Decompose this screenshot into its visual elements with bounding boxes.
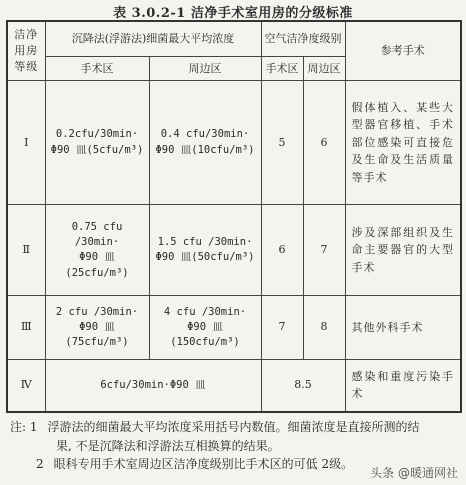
per-line1: 4 cfu /30min· [163, 305, 247, 318]
air-op: 6 [261, 205, 303, 296]
header-peripheral-air: 周边区 [303, 57, 345, 80]
row-level: Ⅱ [7, 205, 45, 296]
reference-surgery: 涉及深部组织及生命主要器官的大型手术 [345, 205, 461, 296]
per-line2: Φ90 皿(150cfu/m³) [170, 320, 240, 349]
per-line1: 0.4 cfu/30min· [160, 128, 250, 141]
table-row [7, 296, 461, 359]
row-level: Ⅰ [7, 80, 45, 205]
header-sedimentation: 沉降法(浮游法)细菌最大平均浓度 [45, 21, 261, 57]
header-level: 洁净用房等级 [7, 21, 45, 80]
merged-concentration: 6cfu/30min·Φ90 皿 [45, 359, 261, 412]
table-row [7, 80, 461, 205]
watermark-text: 头条 @暖通网社 [370, 466, 458, 480]
op-line2: Φ90 皿(5cfu/m³) [50, 143, 144, 156]
op-line2: Φ90 皿(25cfu/m³) [65, 251, 129, 279]
note-1-line2: 果, 不是沉降法和浮游法互相换算的结果。 [56, 438, 280, 453]
cleanroom-grading-table [6, 20, 462, 413]
note-1-cont [10, 437, 460, 456]
per-line2: Φ90 皿(10cfu/m³) [155, 143, 255, 156]
row-level: Ⅲ [7, 296, 45, 359]
row-level: Ⅳ [7, 359, 45, 412]
note-1-prefix: 注: 1 [10, 420, 38, 434]
header-peripheral: 周边区 [149, 57, 261, 80]
air-per: 7 [303, 205, 345, 296]
op-area-concentration [45, 205, 149, 296]
reference-surgery: 感染和重度污染手术 [345, 359, 461, 412]
air-per: 8 [303, 296, 345, 359]
air-op: 5 [261, 80, 303, 205]
reference-surgery: 其他外科手术 [345, 296, 461, 359]
watermark [370, 464, 458, 481]
header-op-area: 手术区 [45, 57, 149, 80]
op-area-concentration [45, 80, 149, 205]
reference-surgery: 假体植入、某些大型器官移植、手术部位感染可直接危及生命及生活质量等手术 [345, 80, 461, 205]
op-line1: 2 cfu /30min· [55, 305, 139, 318]
merged-air-class: 8.5 [261, 359, 345, 412]
per-line2: Φ90 皿(50cfu/m³) [155, 251, 255, 264]
peripheral-concentration [149, 80, 261, 205]
header-air-class: 空气洁净度级别 [261, 21, 345, 57]
note-2-text: 眼科专用手术室周边区洁净度级别比手术区的可低 2级。 [53, 457, 354, 472]
table-title: 表 3.0.2-1 洁净手术室用房的分级标准 [113, 6, 353, 21]
air-per: 6 [303, 80, 345, 205]
op-area-concentration [45, 296, 149, 359]
peripheral-concentration [149, 205, 261, 296]
per-line1: 1.5 cfu /30min· [157, 236, 253, 249]
op-line2: Φ90 皿(75cfu/m³) [65, 320, 129, 349]
peripheral-concentration [149, 296, 261, 359]
air-op: 7 [261, 296, 303, 359]
header-op-area-air: 手术区 [261, 57, 303, 80]
note-1 [10, 418, 460, 437]
op-line1: 0.2cfu/30min· [55, 128, 139, 141]
note-1-line1: 浮游法的细菌最大平均浓度采用括号内数值。细菌浓度是直接所测的结 [47, 420, 420, 434]
table-row [7, 205, 461, 296]
table-row [7, 359, 461, 412]
op-line1: 0.75 cfu /30min· [71, 220, 123, 249]
note-2-num: 2 [36, 457, 44, 472]
header-reference: 参考手术 [345, 21, 461, 80]
